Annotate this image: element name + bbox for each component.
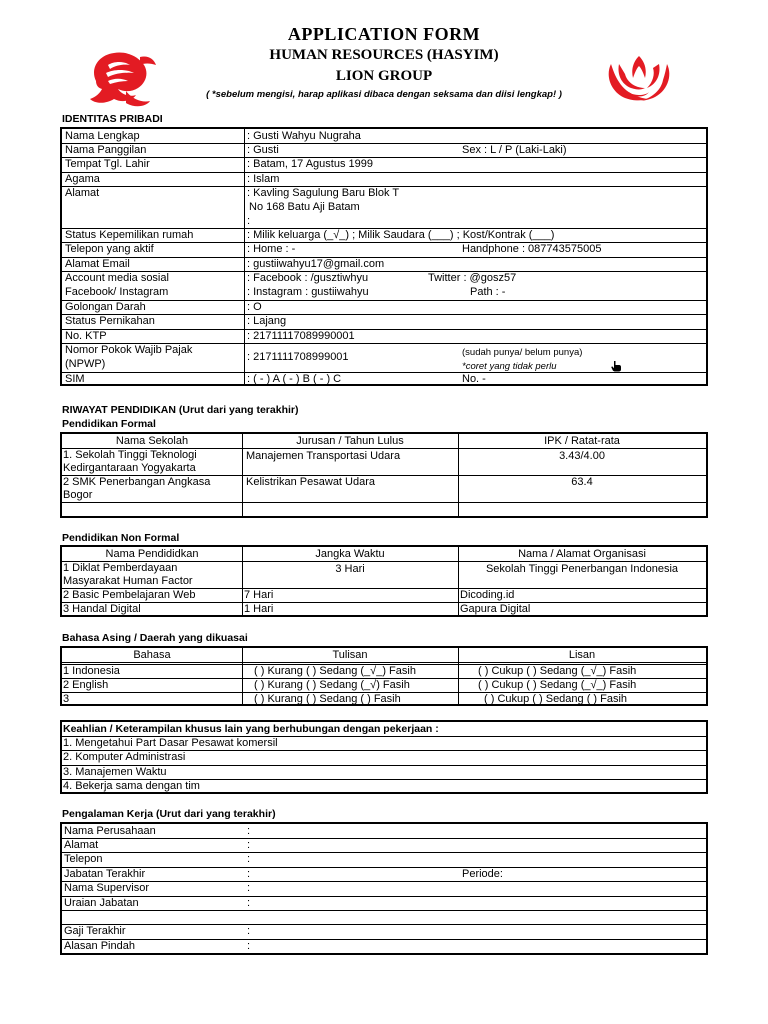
label-npwp-1: Nomor Pokok Wajib Pajak (65, 344, 193, 356)
nonformal-header-org: Nama / Alamat Organisasi (518, 548, 646, 560)
formal-row1-sekolah-1: 1. Sekolah Tinggi Teknologi (63, 449, 197, 461)
formal-row2-sekolah-1: 2 SMK Penerbangan Angkasa (63, 476, 211, 488)
value-instagram: : Instagram : gustiiwahyu (247, 286, 369, 298)
keahlian-item-4: 4. Bekerja sama dengan tim (63, 780, 200, 792)
colon-jabatan-terakhir: : (247, 868, 251, 880)
bahasa-row3-tulisan: ( ) Kurang ( ) Sedang ( ) Fasih (254, 693, 401, 705)
nonformal-row1-org: Sekolah Tinggi Penerbangan Indonesia (485, 563, 679, 575)
value-sim: : ( - ) A ( - ) B ( - ) C (247, 373, 342, 385)
value-status-nikah: : Lajang (247, 315, 287, 327)
value-ktp: : 21711117089990001 (247, 330, 355, 342)
pengalaman-table (60, 822, 708, 955)
label-gaji-terakhir: Gaji Terakhir (64, 925, 126, 937)
bahasa-row1-lisan: ( ) Cukup ( ) Sedang (_√_) Fasih (478, 665, 637, 677)
formal-header-sekolah: Nama Sekolah (115, 435, 189, 447)
label-medsos-1: Account media sosial (65, 272, 169, 284)
value-sex: Sex : L / P (Laki-Laki) (462, 144, 567, 156)
value-npwp: : 2171111708999001 (247, 351, 349, 363)
formal-row1-sekolah-2: Kedirgantaraan Yogyakarta (63, 462, 196, 474)
form-title: APPLICATION FORM (287, 24, 481, 44)
label-uraian-jabatan: Uraian Jabatan (64, 897, 139, 909)
label-nama-perusahaan: Nama Perusahaan (64, 825, 156, 837)
nonformal-row1-nama-1: 1 Diklat Pemberdayaan (63, 562, 178, 574)
formal-header-jurusan: Jurusan / Tahun Lulus (296, 435, 404, 447)
colon-alamat-perusahaan: : (247, 839, 251, 851)
pendidikan-nonformal-heading: Pendidikan Non Formal (62, 532, 180, 544)
bahasa-row1-bahasa: 1 Indonesia (63, 665, 120, 677)
colon-uraian-jabatan: : (247, 897, 251, 909)
formal-header-ipk: IPK / Ratat-rata (544, 435, 620, 447)
label-nama-supervisor: Nama Supervisor (64, 882, 149, 894)
label-agama: Agama (65, 173, 100, 185)
keahlian-item-2: 2. Komputer Administrasi (63, 751, 186, 763)
bahasa-row2-bahasa: 2 English (63, 679, 109, 691)
label-medsos-2: Facebook/ Instagram (65, 286, 169, 298)
value-telepon-home: : Home : - (247, 243, 296, 255)
value-alamat-line2: No 168 Batu Aji Batam (249, 201, 360, 213)
bahasa-row2-lisan: ( ) Cukup ( ) Sedang (_√_) Fasih (478, 679, 637, 691)
value-ttl: : Batam, 17 Agustus 1999 (247, 158, 373, 170)
bahasa-table (60, 646, 708, 706)
nonformal-header-nama: Nama Pendididkan (105, 548, 199, 560)
label-email: Alamat Email (65, 258, 130, 270)
identitas-heading: IDENTITAS PRIBADI (62, 113, 163, 125)
bahasa-row3-bahasa: 3 (63, 693, 70, 705)
nonformal-row1-nama-2: Masyarakat Human Factor (63, 575, 193, 587)
formal-row1-jurusan: Manajemen Transportasi Udara (246, 450, 401, 462)
pendidikan-formal-table (60, 432, 708, 518)
nonformal-row2-nama: 2 Basic Pembelajaran Web (63, 589, 196, 601)
label-nama-lengkap: Nama Lengkap (65, 130, 140, 142)
nonformal-row3-nama: 3 Handal Digital (63, 603, 141, 615)
pendidikan-heading: RIWAYAT PENDIDIKAN (Urut dari yang terakhir) (62, 404, 299, 416)
pendidikan-formal-heading: Pendidikan Formal (62, 418, 156, 430)
value-twitter: Twitter : @gosz57 (428, 272, 517, 284)
label-ttl: Tempat Tgl. Lahir (65, 158, 150, 170)
formal-row2-sekolah-2: Bogor (63, 489, 93, 501)
pengalaman-heading: Pengalaman Kerja (Urut dari yang terakhir) (62, 808, 276, 820)
value-sim-no: No. - (462, 373, 486, 385)
colon-alasan-pindah: : (247, 940, 251, 952)
value-alamat-line3: : (247, 215, 251, 227)
formal-row2-ipk: 63.4 (571, 476, 593, 488)
nonformal-row1-waktu: 3 Hari (335, 563, 365, 575)
label-alasan-pindah: Alasan Pindah (64, 940, 135, 952)
form-subtitle: HUMAN RESOURCES (HASYIM) (269, 47, 499, 63)
value-status-rumah: : Milik keluarga (_√_) ; Milik Saudara (___) ; Kost/Kontrak (___) (247, 229, 555, 241)
label-status-nikah: Status Pernikahan (65, 315, 155, 327)
label-sim: SIM (65, 373, 85, 385)
colon-nama-supervisor: : (247, 882, 251, 894)
bahasa-row3-lisan: ( ) Cukup ( ) Sedang ( ) Fasih (484, 693, 628, 705)
colon-gaji-terakhir: : (247, 925, 251, 937)
formal-row2-jurusan: Kelistrikan Pesawat Udara (246, 476, 376, 488)
value-facebook: : Facebook : /gusztiwhyu (247, 272, 369, 284)
npwp-note: (sudah punya/ belum punya) (462, 347, 583, 358)
value-email: : gustiiwahyu17@gmail.com (247, 258, 385, 270)
bahasa-header-bahasa: Bahasa (133, 649, 171, 661)
label-alamat: Alamat (65, 187, 100, 199)
label-jabatan-terakhir: Jabatan Terakhir (64, 868, 146, 880)
value-nama-panggilan: : Gusti (247, 144, 279, 156)
label-periode: Periode: (462, 868, 503, 880)
nonformal-row3-org: Gapura Digital (460, 603, 531, 615)
keahlian-item-1: 1. Mengetahui Part Dasar Pesawat komersil (63, 737, 278, 749)
identitas-table (60, 127, 708, 386)
label-ktp: No. KTP (65, 330, 107, 342)
label-telepon-perusahaan: Telepon (64, 853, 103, 865)
npwp-strike-note: *coret yang tidak perlu (462, 361, 557, 372)
bahasa-header-lisan: Lisan (568, 649, 596, 661)
formal-row1-ipk: 3.43/4.00 (559, 450, 605, 462)
form-instruction-note: ( *sebelum mengisi, harap aplikasi dibaca dengan seksama dan diisi lengkap! ) (206, 89, 562, 100)
label-telepon: Telepon yang aktif (65, 243, 154, 255)
keahlian-item-3: 3. Manajemen Waktu (63, 766, 167, 778)
bahasa-heading: Bahasa Asing / Daerah yang dikuasai (62, 632, 248, 644)
value-nama-lengkap: : Gusti Wahyu Nugraha (247, 130, 361, 142)
bahasa-header-tulisan: Tulisan (332, 649, 368, 661)
colon-nama-perusahaan: : (247, 825, 251, 837)
keahlian-heading: Keahlian / Keterampilan khusus lain yang berhubungan dengan pekerjaan : (63, 723, 439, 735)
label-alamat-perusahaan: Alamat (64, 839, 99, 851)
value-alamat-line1: : Kavling Sagulung Baru Blok T (247, 187, 400, 199)
colon-telepon-perusahaan: : (247, 853, 251, 865)
nonformal-row2-org: Dicoding.id (460, 589, 515, 601)
keahlian-table (60, 720, 708, 794)
value-handphone: Handphone : 087743575005 (462, 243, 602, 255)
label-npwp-2: (NPWP) (65, 358, 106, 370)
company-name: LION GROUP (335, 68, 433, 84)
bahasa-row2-tulisan: ( ) Kurang ( ) Sedang (_√) Fasih (254, 679, 410, 691)
nonformal-header-waktu: Jangka Waktu (315, 548, 385, 560)
value-agama: : Islam (247, 173, 280, 185)
label-gol-darah: Golongan Darah (65, 301, 146, 313)
nonformal-row3-waktu: 1 Hari (244, 603, 274, 615)
nonformal-row2-waktu: 7 Hari (244, 589, 274, 601)
value-path: Path : - (470, 286, 506, 298)
bahasa-row1-tulisan: ( ) Kurang ( ) Sedang (_√_) Fasih (254, 665, 416, 677)
label-status-rumah: Status Kepemilikan rumah (65, 229, 194, 241)
pendidikan-nonformal-table (60, 545, 708, 617)
pointing-hand-icon (610, 360, 622, 372)
value-gol-darah: : O (247, 301, 262, 313)
label-nama-panggilan: Nama Panggilan (65, 144, 147, 156)
